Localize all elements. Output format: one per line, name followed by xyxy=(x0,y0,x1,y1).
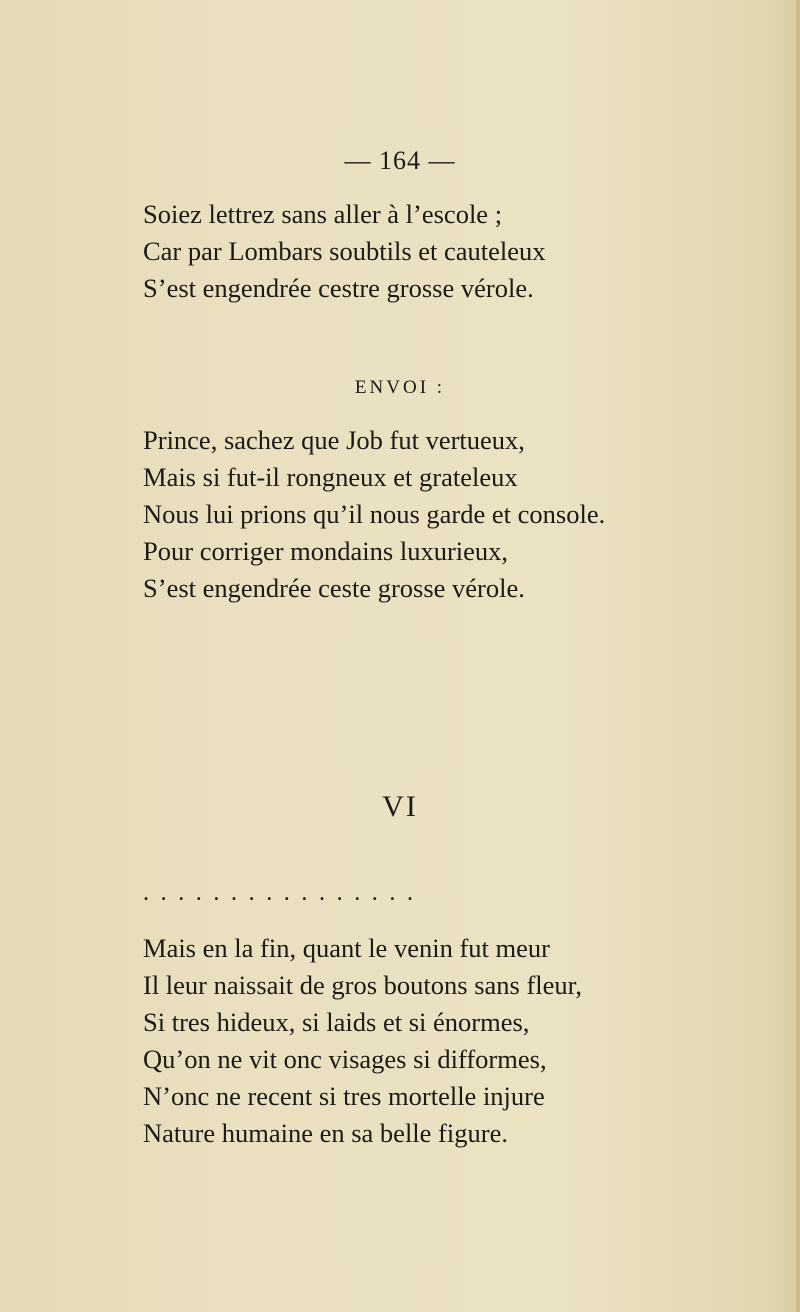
verse-line: Prince, sachez que Job fut vertueux, xyxy=(143,425,525,455)
verse-line: Mais en la fin, quant le venin fut meur xyxy=(143,933,550,963)
verse-line: Pour corriger mondains luxurieux, xyxy=(143,536,509,566)
page-number: — 164 — xyxy=(344,146,456,175)
verse-line: Mais si fut-il rongneux et grateleux xyxy=(143,462,518,492)
ellipsis-line: ................ xyxy=(143,880,425,906)
stanza-3 xyxy=(143,930,582,1152)
envoi-heading: ENVOI : xyxy=(354,377,446,398)
verse-line: S’est engendrée cestre grosse vérole. xyxy=(143,273,534,303)
stanza-2 xyxy=(143,422,605,607)
verse-line: Il leur naissait de gros boutons sans fleur, xyxy=(143,970,583,1000)
page-edge xyxy=(796,0,800,1312)
verse-line: Si tres hideux, si laids et si énormes, xyxy=(143,1007,530,1037)
verse-line: Soiez lettrez sans aller à l’escole ; xyxy=(143,199,503,229)
verse-line: Nature humaine en sa belle figure. xyxy=(143,1118,508,1148)
verse-line: N’onc ne recent si tres mortelle injure xyxy=(143,1081,545,1111)
verse-line: S’est engendrée ceste grosse vérole. xyxy=(143,573,525,603)
verse-line: Nous lui prions qu’il nous garde et console. xyxy=(143,499,606,529)
verse-line: Car par Lombars soubtils et cauteleux xyxy=(143,236,546,266)
section-numeral: VI xyxy=(382,790,418,823)
verse-line: Qu’on ne vit onc visages si difformes, xyxy=(143,1044,547,1074)
stanza-1 xyxy=(143,196,546,307)
